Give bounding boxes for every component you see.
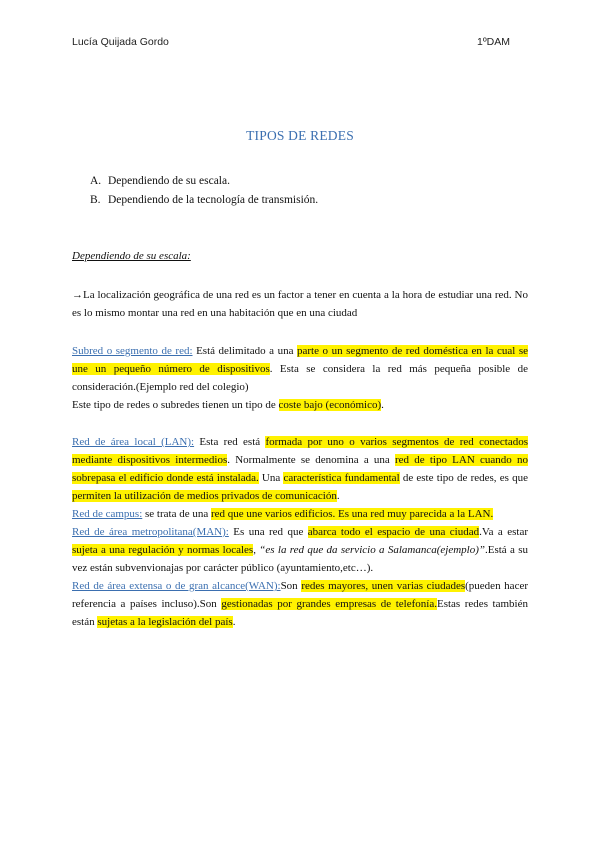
text-run: , [253, 544, 260, 556]
toc-list [90, 172, 318, 210]
campus-term: Red de campus: [72, 508, 143, 520]
course-label: 1ºDAM [476, 36, 510, 48]
wan-term: Red de área extensa o de gran alcance(WAN): [72, 580, 281, 592]
text-run: Estas redes también están [72, 598, 528, 628]
text-run: Es una red que [228, 526, 308, 538]
toc-text: Dependiendo de su escala. [108, 175, 230, 187]
highlight: red de tipo LAN cuando no sobrepasa el edificio donde está instalada. [72, 454, 528, 484]
subred-block [72, 342, 528, 414]
man-paragraph [72, 523, 528, 577]
document-title: TIPOS DE REDES [246, 128, 354, 143]
text-run: Una [258, 472, 284, 484]
highlight: abarca todo el espacio de una ciudad [307, 526, 480, 538]
toc-item [90, 172, 318, 191]
highlight: sujetas a la legislación del país [97, 616, 233, 628]
text-run: se trata de una [142, 508, 211, 520]
highlight: coste bajo (económico) [278, 399, 382, 411]
networks-block [72, 433, 528, 631]
text-run: Son [280, 580, 302, 592]
section-heading: Dependiendo de su escala: [72, 250, 191, 262]
text-run: Este tipo de redes o subredes tienen un tipo de [72, 399, 279, 411]
text-run: . [336, 490, 340, 502]
lan-term: Red de área local (LAN): [72, 436, 195, 448]
highlight: redes mayores, unen varias ciudades [301, 580, 466, 592]
intro-text: →La localización geográfica de una red es un factor a tener en cuenta a la hora de estudiar una red. No es lo mismo montar una red en una habitación que en una ciudad [72, 289, 528, 319]
highlight: gestionadas por grandes empresas de telefonía. [221, 598, 437, 610]
wan-paragraph [72, 577, 528, 631]
man-term: Red de área metropolitana(MAN): [72, 526, 229, 538]
campus-paragraph [72, 505, 528, 523]
subred-paragraph [72, 342, 528, 396]
text-run: (pueden hacer referencia a países incluso).Son [72, 580, 528, 610]
text-run: de este tipo de redes, es que [399, 472, 528, 484]
text-run: Esta red está [194, 436, 266, 448]
italic-quote: “es la red que da servicio a Salamanca(ejemplo)” [259, 544, 485, 556]
subred-cost-line [72, 396, 528, 414]
highlight: permiten la utilización de medios privados de comunicación [72, 490, 337, 502]
highlight: característica fundamental [283, 472, 400, 484]
highlight: formada por uno o varios segmentos de red conectados mediante dispositivos intermedios [72, 436, 528, 466]
lan-paragraph [72, 433, 528, 505]
highlight: sujeta a una regulación y normas locales [72, 544, 254, 556]
toc-text: Dependiendo de la tecnología de transmisión. [108, 194, 319, 206]
subred-term: Subred o segmento de red: [72, 345, 193, 357]
text-run: . [381, 399, 384, 411]
toc-item [90, 191, 318, 210]
text-run: Está delimitado a una [192, 345, 298, 357]
toc-marker: B. [90, 194, 101, 206]
text-run: . Normalmente se denomina a una [227, 454, 396, 466]
text-run: . Esta se considera la red más pequeña posible de consideración.(Ejemplo red del colegio) [72, 363, 528, 393]
highlight: red que une varios edificios. Es una red muy parecida a la LAN. [210, 508, 494, 520]
toc-marker: A. [90, 175, 102, 187]
text-run: . [232, 616, 236, 628]
page-header [72, 36, 528, 48]
text-run: .Va a estar [479, 526, 528, 538]
text-run: .Está a su vez están subvenvionajas por carácter público (ayuntamiento,etc…). [72, 544, 528, 574]
author-name: Lucía Quijada Gordo [72, 36, 169, 48]
intro-paragraph [72, 286, 528, 322]
highlight: parte o un segmento de red doméstica en la cual se une un pequeño número de dispositivos [72, 345, 528, 375]
